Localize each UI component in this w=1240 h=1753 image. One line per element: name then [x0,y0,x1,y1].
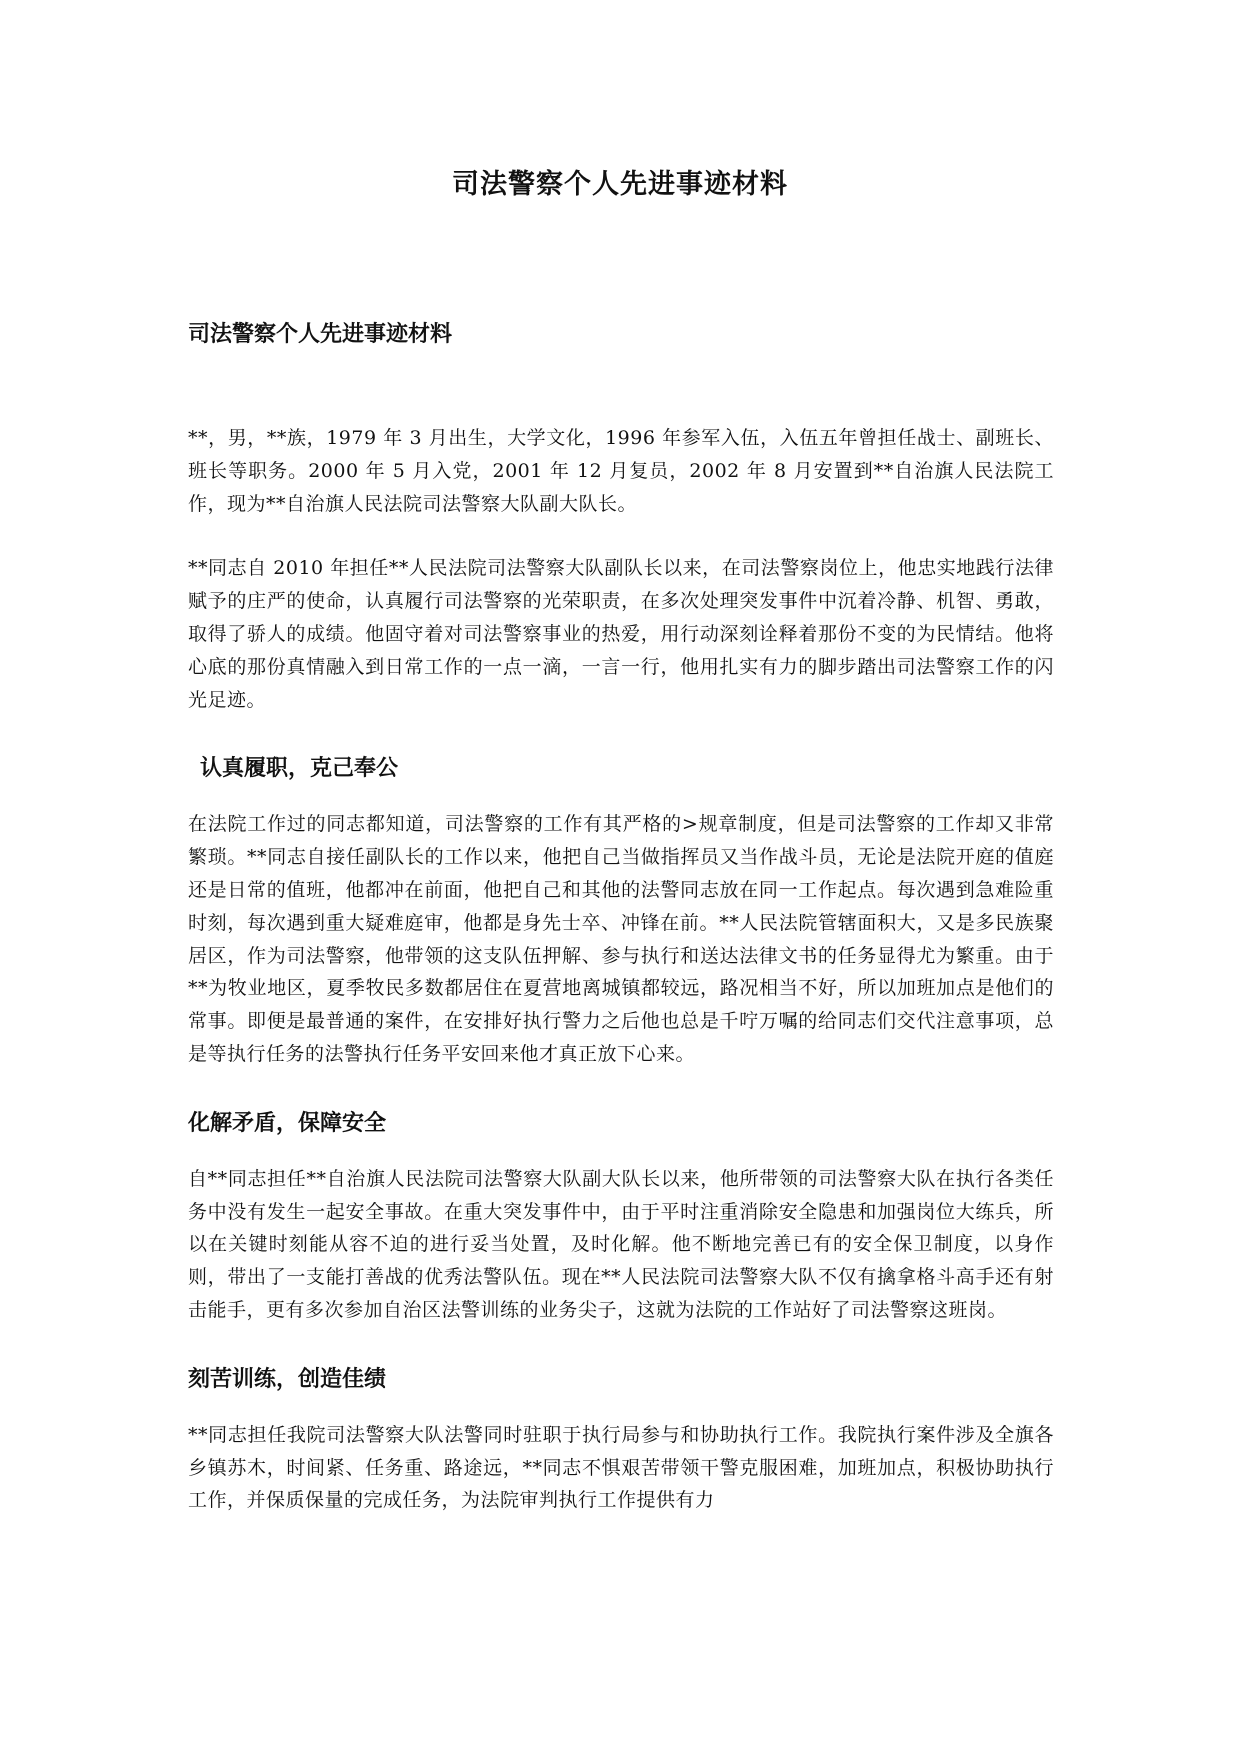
document-title: 司法警察个人先进事迹材料 [452,169,788,200]
section-paragraph-duty: 在法院工作过的同志都知道，司法警察的工作有其严格的>规章制度，但是司法警察的工作却又非常繁琐。**同志自接任副队长的工作以来，他把自己当做指挥员又当作战斗员，无论是法院开庭的值庭还是日常的值班，他都冲在前面，他把自己和其他的法警同志放在同一工作起点。每次遇到急难险重时刻，每次遇到重大疑难庭审，他都是身先士卒、冲锋在前。**人民法院管辖面积大，又是多民族聚居区，作为司法警察，他带领的这支队伍押解、参与执行和送达法律文书的任务显得尤为繁重。由于**为牧业地区，夏季牧民多数都居住在夏营地离城镇都较远，路况相当不好，所以加班加点是他们的常事。即便是最普通的案件，在安排好执行警力之后他也总是千咛万嘱的给同志们交代注意事项，总是等执行任务的法警执行任务平安回来他才真正放下心来。 [188,813,1054,1065]
intro-paragraph-1: **，男，**族，1979 年 3 月出生，大学文化，1996 年参军入伍，入伍五年曾担任战士、副班长、班长等职务。2000 年 5 月入党，2001 年 12 月复员，2002 年 8 月安置到**自治旗人民法院工作，现为**自治旗人民法院司法警察大队副大队长。 [188,427,1054,515]
document-subtitle: 司法警察个人先进事迹材料 [188,321,453,347]
document-body [188,314,1054,1549]
intro-paragraph-2: **同志自 2010 年担任**人民法院司法警察大队副队长以来，在司法警察岗位上，他忠实地践行法律赋予的庄严的使命，认真履行司法警察的光荣职责，在多次处理突发事件中沉着冷静、机智、勇敢，取得了骄人的成绩。他固守着对司法警察事业的热爱，用行动深刻诠释着那份不变的为民情结。他将心底的那份真情融入到日常工作的一点一滴，一言一行，他用扎实有力的脚步踏出司法警察工作的闪光足迹。 [188,557,1054,711]
section-heading-safety: 化解矛盾，保障安全 [188,1109,387,1136]
section-paragraph-training: **同志担任我院司法警察大队法警同时驻职于执行局参与和协助执行工作。我院执行案件涉及全旗各乡镇苏木，时间紧、任务重、路途远，**同志不惧艰苦带领干警克服困难，加班加点，积极协助执行工作，并保质保量的完成任务，为法院审判执行工作提供有力 [188,1423,1054,1512]
section-heading-training: 刻苦训练，创造佳绩 [188,1365,387,1392]
section-paragraph-safety: 自**同志担任**自治旗人民法院司法警察大队副大队长以来，他所带领的司法警察大队在执行各类任务中没有发生一起安全事故。在重大突发事件中，由于平时注重消除安全隐患和加强岗位大练兵，所以在关键时刻能从容不迫的进行妥当处置，及时化解。他不断地完善已有的安全保卫制度，以身作则，带出了一支能打善战的优秀法警队伍。现在**人民法院司法警察大队不仅有擒拿格斗高手还有射击能手，更有多次参加自治区法警训练的业务尖子，这就为法院的工作站好了司法警察这班岗。 [188,1167,1054,1321]
section-heading-duty: 认真履职，克己奉公 [200,755,399,782]
